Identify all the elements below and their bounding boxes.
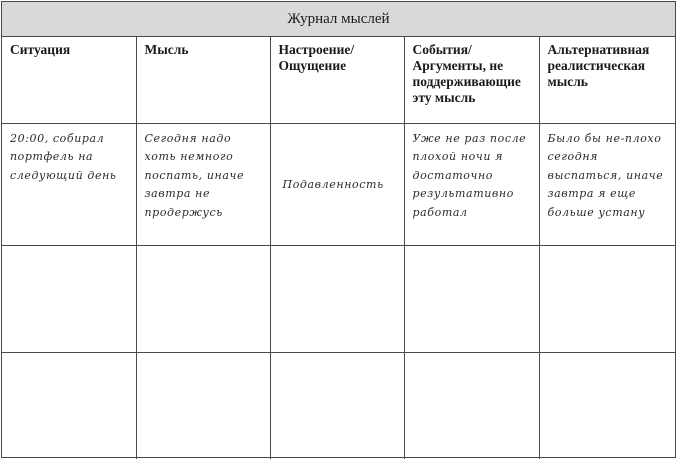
- cell-evidence-against: [404, 123, 539, 245]
- cell-thought: [136, 123, 270, 245]
- thought-journal-table: [1, 1, 676, 458]
- empty-cell: [270, 245, 404, 352]
- entry-alternative: Было бы не-плохо сегодня выспаться, иначе завтра я еще больше устану: [547, 131, 664, 219]
- entry-thought: Сегодня надо хоть немного поспать, иначе завтра не продержусь: [144, 131, 245, 219]
- header-row: [2, 37, 675, 123]
- cell-alternative: [539, 123, 675, 245]
- header-mood: Настроение/ Ощущение: [270, 37, 404, 123]
- empty-cell: [270, 352, 404, 459]
- header-situation: Ситуация: [2, 37, 136, 123]
- entry-situation: 20:00, собирал портфель на следующий день: [10, 131, 117, 182]
- empty-cell: [539, 245, 675, 352]
- journal-grid: [2, 37, 675, 459]
- entry-evidence-against: Уже не раз после плохой ночи я достаточно результативно работал: [412, 131, 527, 219]
- header-thought: Мысль: [136, 37, 270, 123]
- table-row: [2, 123, 675, 245]
- empty-row: [2, 352, 675, 459]
- journal-title: Журнал мыслей: [2, 2, 675, 37]
- empty-cell: [2, 245, 136, 352]
- empty-cell: [404, 352, 539, 459]
- empty-cell: [136, 352, 270, 459]
- cell-situation: [2, 123, 136, 245]
- empty-cell: [2, 352, 136, 459]
- cell-mood: [270, 123, 404, 245]
- header-alternative: Альтернативная реалистическая мысль: [539, 37, 675, 123]
- empty-cell: [539, 352, 675, 459]
- header-evidence-against: События/ Аргументы, не поддерживающие эту мысль: [404, 37, 539, 123]
- empty-cell: [404, 245, 539, 352]
- empty-cell: [136, 245, 270, 352]
- empty-row: [2, 245, 675, 352]
- entry-mood: Подавленность: [282, 177, 384, 191]
